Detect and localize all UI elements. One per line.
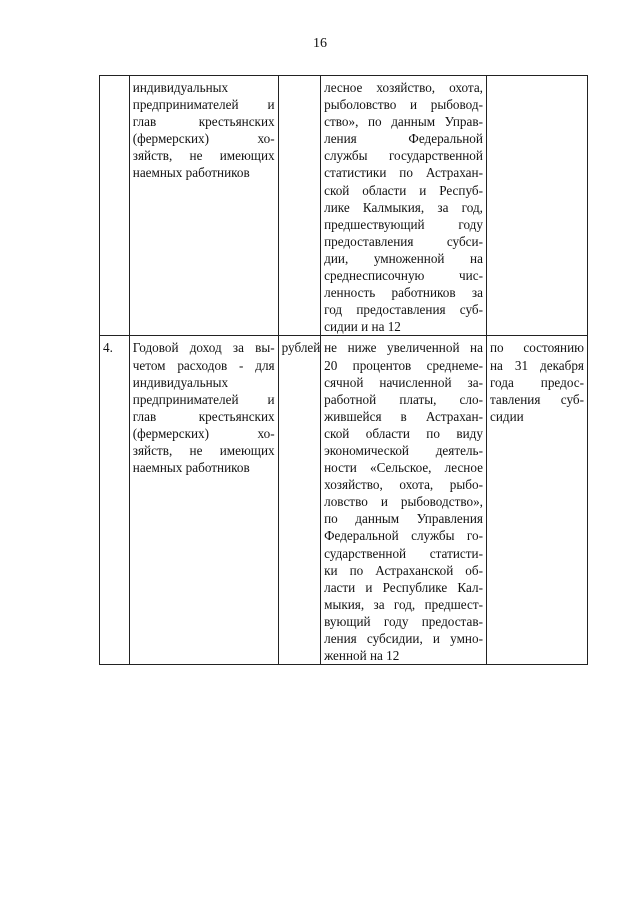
cell-value-line: женной на 12 — [324, 648, 400, 664]
cell-indicator-name-line: (фермерских) хо- — [132, 425, 275, 441]
cell-indicator-name — [129, 76, 278, 336]
cell-value-line: ления субсидии, и умно- — [324, 631, 483, 646]
cell-value-line: лесное хозяйство, охота, — [324, 80, 483, 95]
cell-date — [486, 76, 587, 336]
cell-number-text: 4. — [103, 340, 113, 356]
cell-indicator-name-line: предпринимателей и — [132, 97, 275, 113]
cell-value-line: дии, умноженной на — [324, 250, 483, 266]
cell-value-line: ловство и рыбоводство», — [324, 494, 483, 510]
criteria-table — [99, 75, 588, 665]
cell-value-line: ления Федеральной — [324, 131, 483, 147]
cell-indicator-name-line: четом расходов - для — [132, 357, 275, 373]
page-number: 16 — [313, 36, 327, 51]
cell-value-line: ности «Сельское, лесное — [324, 460, 483, 476]
cell-value-line: жившейся в Астрахан- — [324, 408, 483, 424]
cell-date-line: года предос- — [489, 374, 584, 390]
cell-value — [321, 76, 487, 336]
cell-value-line: экономической деятель- — [324, 442, 483, 458]
cell-value-line: ки по Астраханской об- — [324, 562, 483, 578]
cell-indicator-name-line: индивидуальных — [132, 374, 229, 390]
cell-value-line: хозяйство, охота, рыбо- — [324, 477, 483, 493]
cell-value-line: предшествующий году — [324, 216, 483, 232]
cell-value-line: среднесписочную чис- — [324, 268, 483, 284]
cell-unit-text: рублей — [281, 340, 321, 356]
cell-value-line: мыкия, за год, предшест- — [324, 596, 483, 612]
cell-indicator-name-line: Годовой доход за вы- — [132, 340, 275, 356]
cell-value-line: по данным Управления — [324, 511, 483, 527]
cell-value — [321, 336, 487, 665]
table-row — [100, 336, 588, 665]
cell-indicator-name — [129, 336, 278, 665]
cell-indicator-name-line: наемных работников — [132, 165, 250, 181]
cell-indicator-name-line: зяйств, не имеющих — [132, 442, 275, 458]
cell-value-line: ской области по виду — [324, 425, 483, 441]
cell-value-line: сячной начисленной за- — [324, 374, 483, 390]
cell-value-line: ласти и Республике Кал- — [324, 579, 483, 595]
cell-number — [100, 336, 130, 665]
cell-date-line: по состоянию — [489, 340, 584, 356]
cell-value-line: 20 процентов среднеме- — [324, 357, 483, 373]
cell-indicator-name-line: зяйств, не имеющих — [132, 148, 275, 164]
cell-indicator-name-line: предпринимателей и — [132, 391, 275, 407]
cell-value-line: ство», по данным Управ- — [324, 114, 483, 130]
cell-indicator-name-line: наемных работников — [132, 460, 250, 476]
cell-value-line: ской области и Респуб- — [324, 182, 483, 198]
cell-date-line: на 31 декабря — [489, 357, 584, 373]
cell-indicator-name-line: глав крестьянских — [132, 408, 275, 424]
cell-date-line: сидии — [489, 408, 524, 424]
cell-unit — [278, 76, 321, 336]
cell-value-line: вующий году предостав- — [324, 613, 483, 629]
cell-value-line: Федеральной службы го- — [324, 528, 483, 544]
cell-date-line: тавления суб- — [489, 391, 584, 407]
table-row — [100, 76, 588, 336]
cell-value-line: ленность работников за — [324, 285, 483, 301]
cell-value-line: лике Калмыкия, за год, — [324, 199, 483, 215]
cell-value-line: службы государственной — [324, 148, 483, 164]
cell-value-line: год предоставления суб- — [324, 302, 483, 318]
cell-value-line: рыболовство и рыбовод- — [324, 97, 483, 113]
cell-value-line: не ниже увеличенной на — [324, 340, 483, 356]
cell-unit — [278, 336, 321, 665]
cell-value-line: сидии и на 12 — [324, 319, 401, 335]
cell-value-line: сударственной статисти- — [324, 545, 483, 561]
cell-indicator-name-line: глав крестьянских — [132, 114, 275, 130]
cell-value-line: работной платы, сло- — [324, 391, 483, 407]
cell-indicator-name-line: (фермерских) хо- — [132, 131, 275, 147]
cell-value-line: предоставления субси- — [324, 233, 483, 249]
cell-date — [486, 336, 587, 665]
cell-number — [100, 76, 130, 336]
cell-value-line: статистики по Астрахан- — [324, 165, 483, 181]
cell-indicator-name-line: индивидуальных — [132, 80, 229, 95]
